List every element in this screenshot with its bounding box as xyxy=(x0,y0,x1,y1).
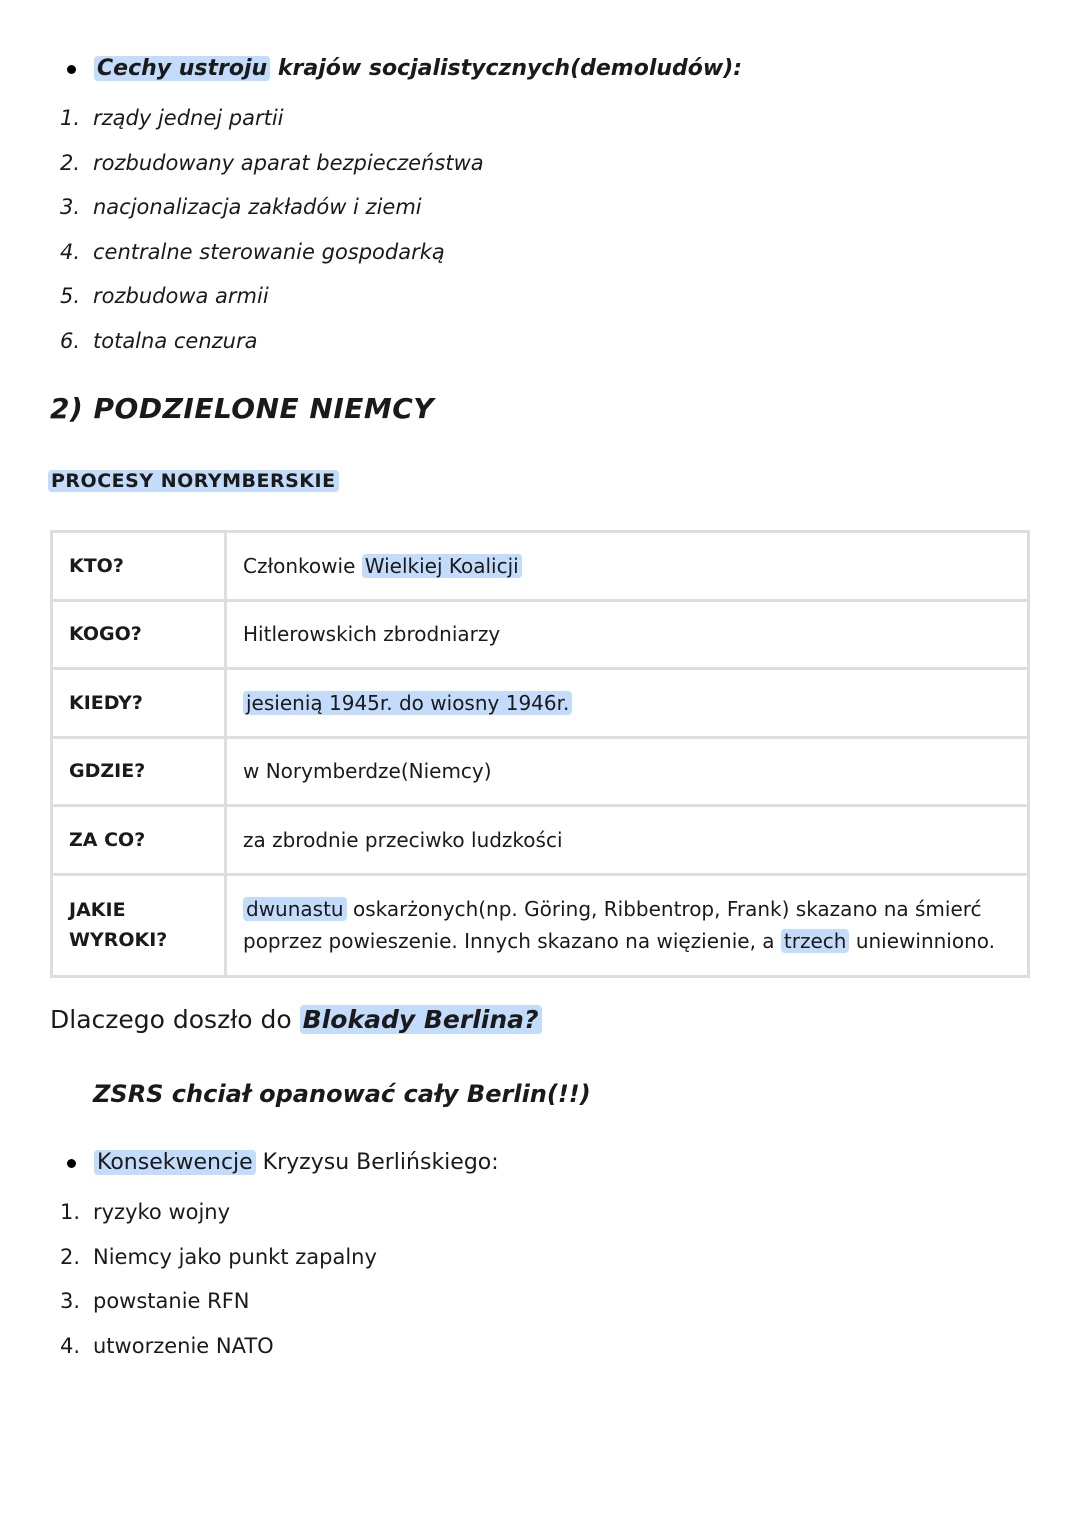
answer: ZSRS chciał opanować cały Berlin(!!) xyxy=(93,1080,591,1108)
list-item: 2. Niemcy jako punkt zapalny xyxy=(60,1244,377,1269)
section2-bullet-text: Kryzysu Berlińskiego: xyxy=(255,1150,499,1175)
list-item: 4. utworzenie NATO xyxy=(60,1333,274,1358)
table-row xyxy=(52,737,1029,806)
section2-bullet-highlight: Konsekwencje xyxy=(94,1150,256,1175)
table-value: w Norymberdze(Niemcy) xyxy=(226,737,1029,806)
section-heading: 2) PODZIELONE NIEMCY xyxy=(50,392,435,425)
section1-bullet-text: krajów socjalistycznych(demoludów): xyxy=(270,56,743,81)
table-key: KIEDY? xyxy=(52,669,226,738)
list-item: 6. totalna cenzura xyxy=(60,328,258,353)
bullet-dot-icon xyxy=(67,65,76,74)
table-key: KTO? xyxy=(52,532,226,601)
list-item: 4. centralne sterowanie gospodarką xyxy=(60,239,445,264)
list-item: 5. rozbudowa armii xyxy=(60,284,269,308)
table-value: Członkowie Wielkiej Koalicji xyxy=(226,532,1029,601)
bullet-dot-icon xyxy=(67,1159,76,1168)
section1-bullet xyxy=(60,56,742,81)
table-value: Hitlerowskich zbrodniarzy xyxy=(226,600,1029,669)
section2-bullet xyxy=(60,1150,499,1175)
section2-list xyxy=(60,1197,377,1375)
section1-bullet-highlight: Cechy ustroju xyxy=(94,56,270,81)
table-row xyxy=(52,874,1029,976)
list-item: 3. powstanie RFN xyxy=(60,1289,250,1313)
table-row xyxy=(52,669,1029,738)
section1-list xyxy=(60,103,484,370)
table-value: jesienią 1945r. do wiosny 1946r. xyxy=(226,669,1029,738)
trials-table xyxy=(50,530,1030,978)
table-key: ZA CO? xyxy=(52,806,226,875)
table-key: KOGO? xyxy=(52,600,226,669)
table-row xyxy=(52,600,1029,669)
list-item: 1. ryzyko wojny xyxy=(60,1200,231,1224)
table-row xyxy=(52,532,1029,601)
list-item: 1. rządy jednej partii xyxy=(60,106,284,130)
list-item: 3. nacjonalizacja zakładów i ziemi xyxy=(60,195,422,219)
table-key: GDZIE? xyxy=(52,737,226,806)
list-item: 2. rozbudowany aparat bezpieczeństwa xyxy=(60,150,484,175)
question: Dlaczego doszło do Blokady Berlina? xyxy=(50,1005,542,1034)
table-row xyxy=(52,806,1029,875)
table-value: za zbrodnie przeciwko ludzkości xyxy=(226,806,1029,875)
table-key: JAKIE WYROKI? xyxy=(52,874,226,976)
table-value: dwunastu oskarżonych(np. Göring, Ribbentrop, Frank) skazano na śmierć poprzez powieszenie. Innych skazano na więzienie, a trzech uniewinniono. xyxy=(226,874,1029,976)
subheading: PROCESY NORYMBERSKIE xyxy=(48,470,339,492)
